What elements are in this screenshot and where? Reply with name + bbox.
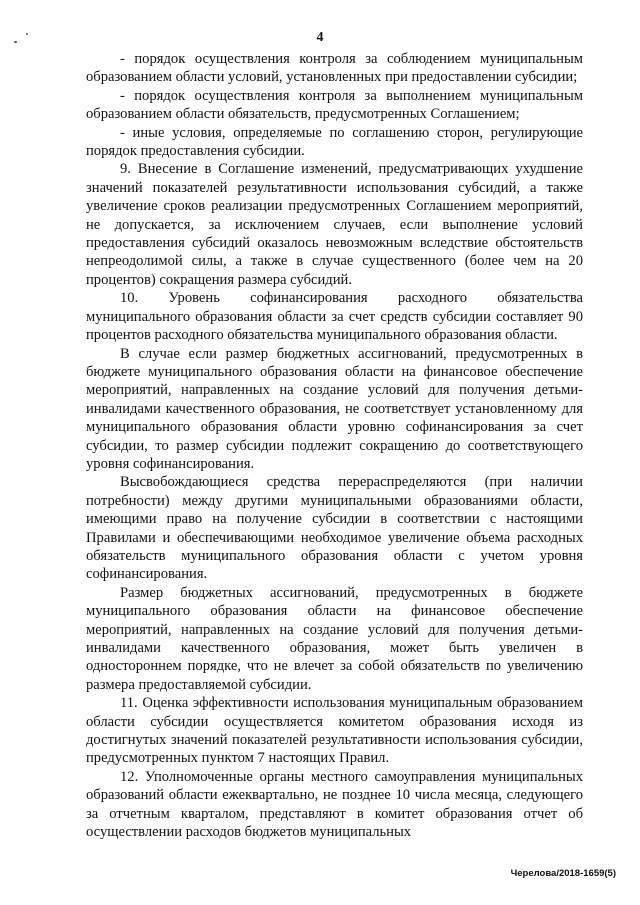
paragraph-item-11: 11. Оценка эффективности использования муниципальным образованием области субсидии осуществляется комитетом образования исходя из достигнутых значений показателей результативности использования субсидии, предусмотренных пунктом 7 настоящих Правил. — [86, 695, 583, 767]
paragraph-other-conditions: - иные условия, определяемые по соглашению сторон, регулирующие порядок предоставления субсидии. — [86, 124, 583, 160]
paragraph-item-12: 12. Уполномоченные органы местного самоуправления муниципальных образований области ежеквартально, не позднее 10 числа месяца, следующего за отчетным кварталом, представляют в комитет образования отчет об осуществлении расходов бюджетов муниципальных — [86, 768, 583, 841]
paragraph-control-obligations: - порядок осуществления контроля за выполнением муниципальным образованием области обязательств, предусмотренных Соглашением; — [86, 87, 583, 123]
paragraph-item-9: 9. Внесение в Соглашение изменений, предусматривающих ухудшение значений показателей результативности использования субсидий, а также увеличение сроков реализации предусмотренных Соглашением мероприятий, не допускается, за исключением случаев, если выполнение условий предоставления субсидий оказалось невозможным вследствие обстоятельств непреодолимой силы, а также в случае существенного (более чем на 20 процентов) сокращения размера субсидий. — [86, 161, 583, 288]
document-code: Черелова/2018-1659(5) — [510, 868, 616, 879]
document-body — [86, 50, 583, 841]
paragraph-reduction-case: В случае если размер бюджетных ассигнований, предусмотренных в бюджете муниципального образования области на финансовое обеспечение мероприятий, направленных на создание условий для получения детьми-инвалидами качественного образования, не соответствует установленному для муниципального образования области уровню софинансирования за счет субсидии, то размер субсидии подлежит сокращению до соответствующего уровня софинансирования. — [86, 345, 583, 472]
paragraph-redistribution: Высвобождающиеся средства перераспределяются (при наличии потребности) между другими муниципальными образованиями области, имеющими право на получение субсидии в соответствии с настоящими Правилами и обеспечивающими необходимое увеличение объема расходных обязательств муниципального образования области с учетом уровня софинансирования. — [86, 474, 583, 583]
paragraph-budget-increase: Размер бюджетных ассигнований, предусмотренных в бюджете муниципального образования области на финансовое обеспечение мероприятий, направленных на создание условий для получения детьми-инвалидами качественного образования, может быть увеличен в одностороннем порядке, что не влечет за собой обязательств по увеличению размера предоставляемой субсидии. — [86, 584, 583, 693]
page-number: 4 — [316, 30, 324, 45]
paragraph-control-conditions: - порядок осуществления контроля за соблюдением муниципальным образованием области условий, установленных при предоставлении субсидии; — [86, 51, 583, 86]
paragraph-item-10: 10. Уровень софинансирования расходного обязательства муниципального образования области за счет средств субсидии составляет 90 процентов расходного обязательства муниципального образования области. — [86, 290, 583, 344]
